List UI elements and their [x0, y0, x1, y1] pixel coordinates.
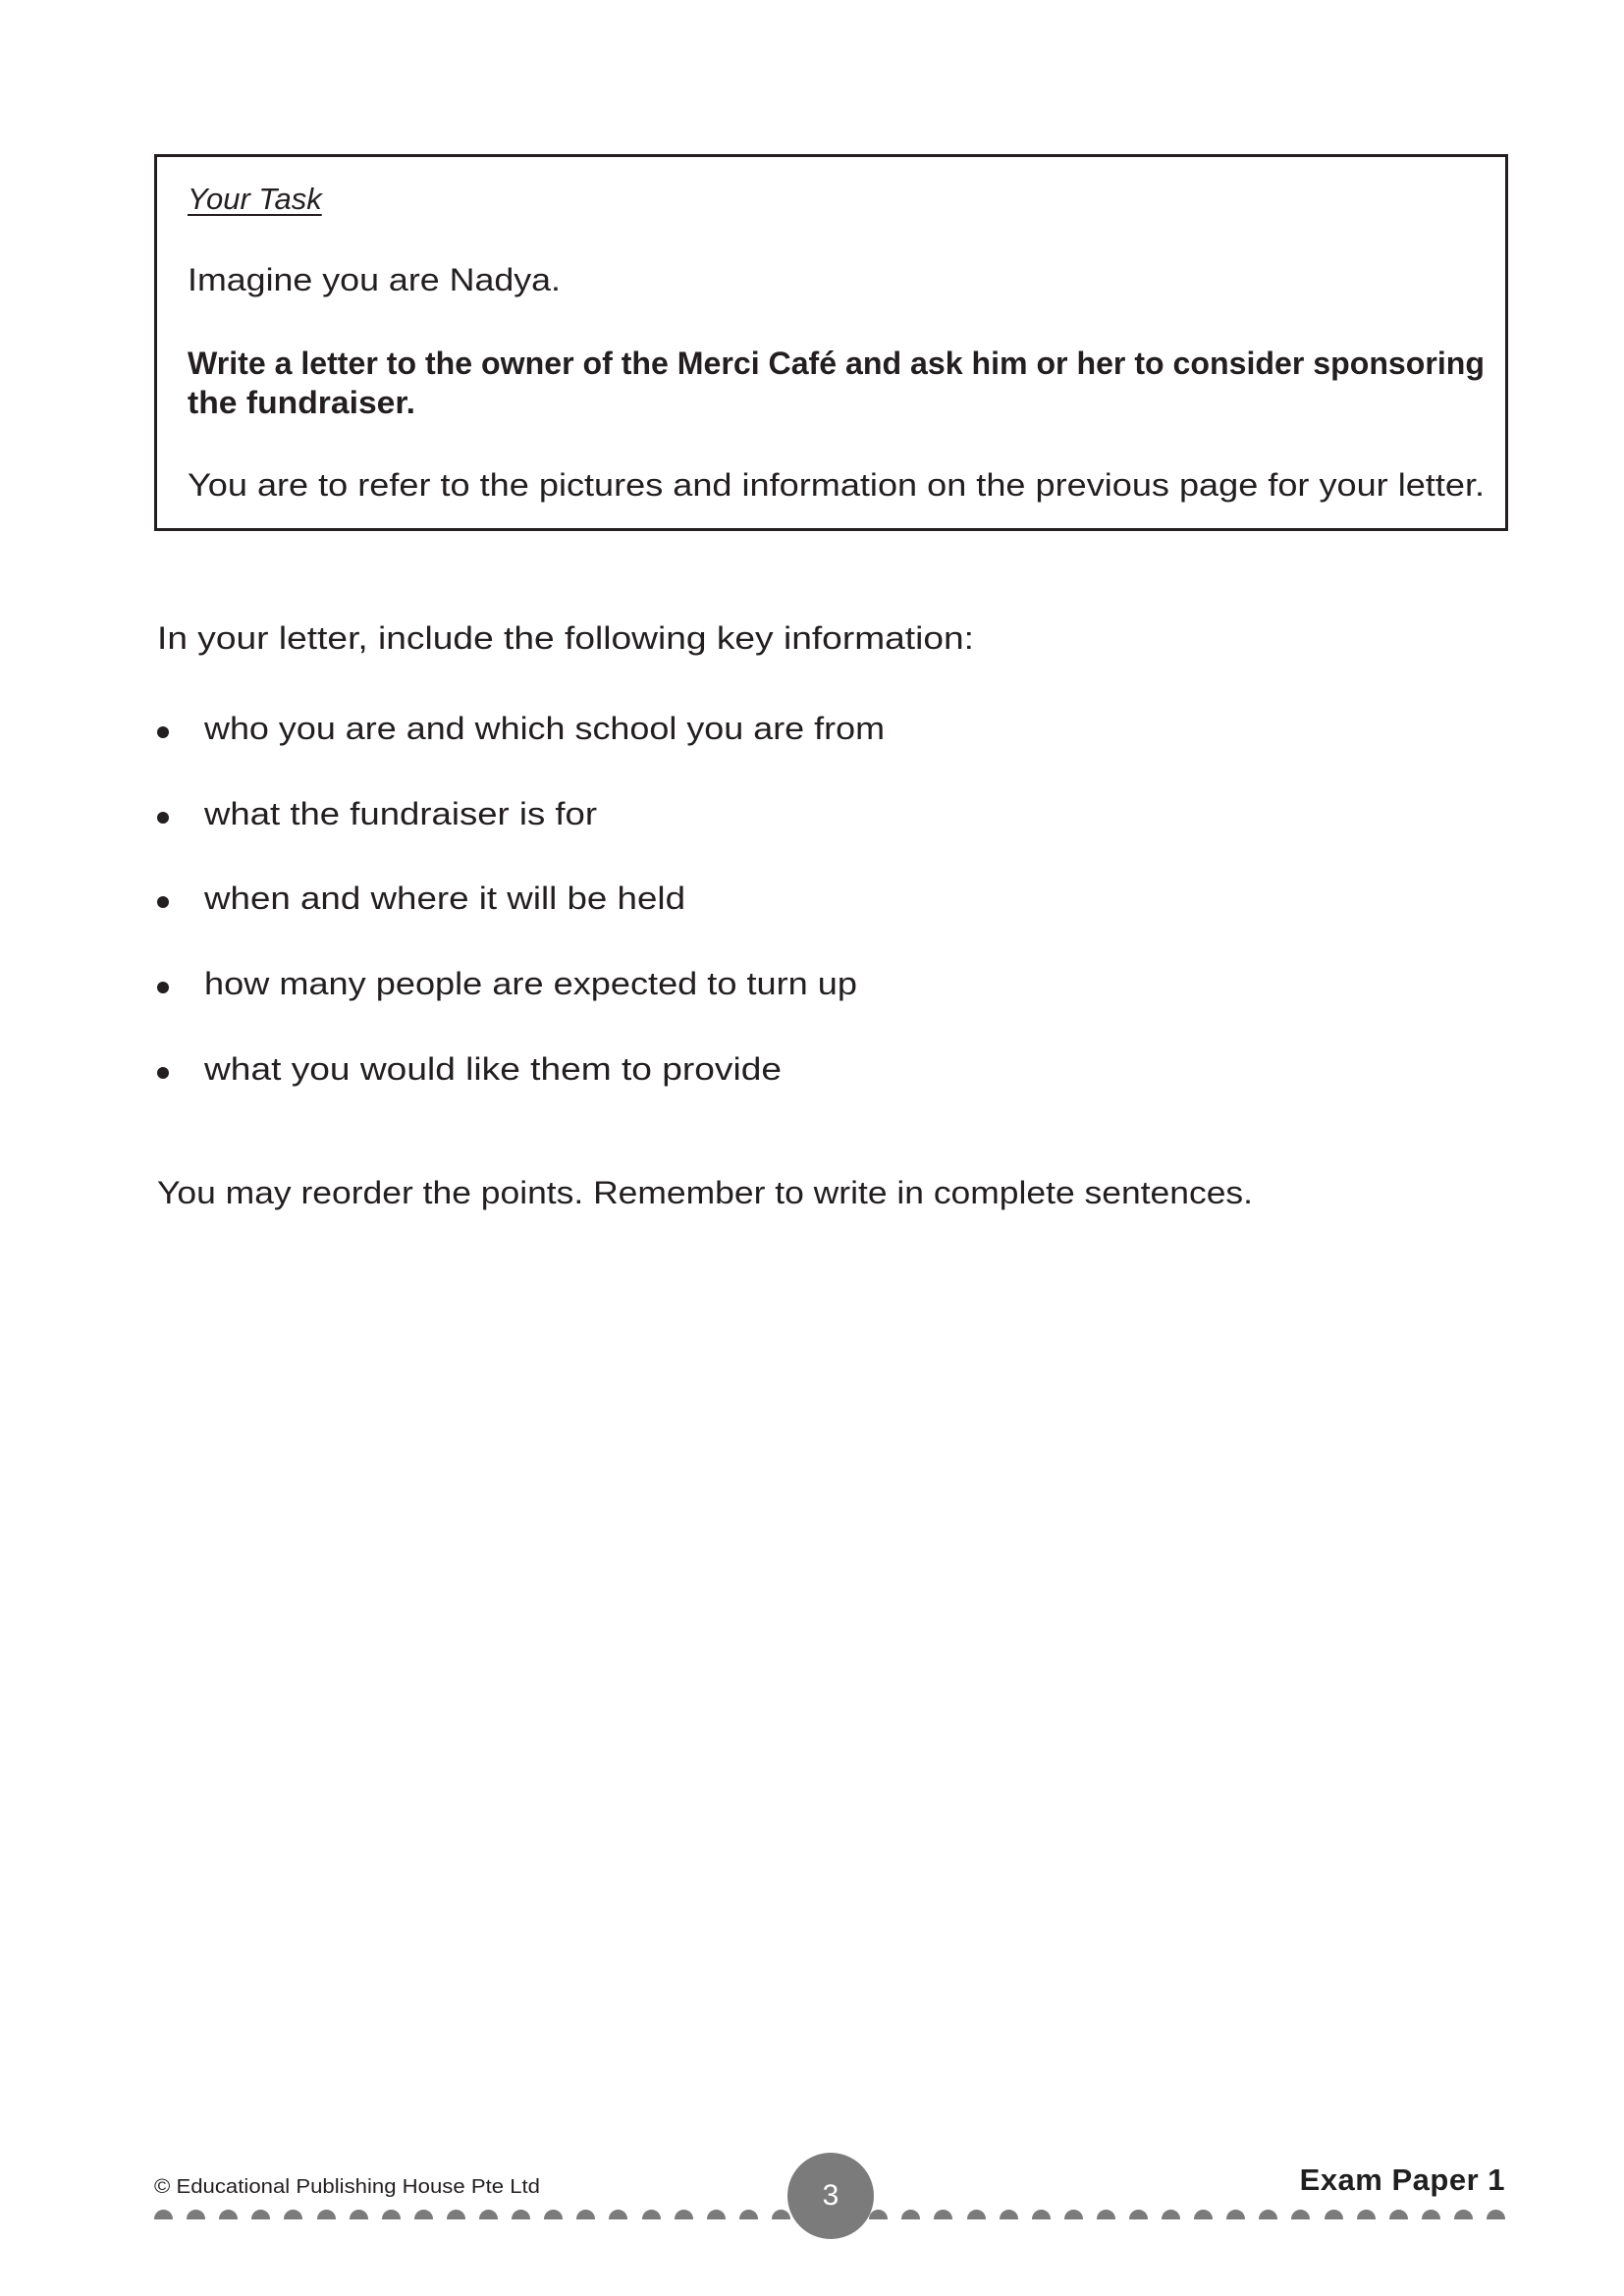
copyright-text: © Educational Publishing House Pte Ltd — [154, 2176, 540, 2198]
footer-dot — [1389, 2210, 1408, 2219]
footer-dot — [609, 2210, 627, 2219]
bullet-icon — [157, 812, 169, 824]
footer-dot — [1129, 2210, 1148, 2219]
list-item-text: how many people are expected to turn up — [204, 966, 858, 1001]
task-intro: Imagine you are Nadya. — [188, 262, 561, 297]
footer-dot — [901, 2210, 920, 2219]
footer-dot — [1032, 2210, 1051, 2219]
footer-dot — [707, 2210, 726, 2219]
closing-note: You may reorder the points. Remember to write in complete sentences. — [157, 1175, 1253, 1210]
list-item-text: what you would like them to provide — [204, 1051, 782, 1087]
footer-dot — [414, 2210, 433, 2219]
key-info-lead: In your letter, include the following key information: — [157, 620, 974, 656]
footer-dot — [479, 2210, 498, 2219]
footer-dot — [1000, 2210, 1018, 2219]
footer-dot — [1454, 2210, 1473, 2219]
footer-dot — [1259, 2210, 1277, 2219]
footer-dot — [154, 2210, 173, 2219]
footer-dot — [1357, 2210, 1376, 2219]
footer-dot — [1422, 2210, 1440, 2219]
footer-dot — [739, 2210, 758, 2219]
footer-dot — [251, 2210, 270, 2219]
bullet-icon — [157, 896, 169, 908]
footer-dot — [544, 2210, 563, 2219]
page-number-badge — [787, 2153, 874, 2239]
page-number: 3 — [822, 2179, 839, 2212]
footer-dot — [772, 2210, 790, 2219]
task-heading: Your Task — [188, 182, 322, 216]
footer-dot — [576, 2210, 595, 2219]
bullet-icon — [157, 726, 169, 738]
footer-dot — [1325, 2210, 1343, 2219]
footer-dot — [1291, 2210, 1310, 2219]
footer-dot — [187, 2210, 205, 2219]
footer-dot — [675, 2210, 693, 2219]
bullet-icon — [157, 982, 169, 993]
footer-dot — [642, 2210, 661, 2219]
footer-dot — [1194, 2210, 1213, 2219]
footer-dot — [1487, 2210, 1505, 2219]
footer-dot — [869, 2210, 888, 2219]
bullet-icon — [157, 1067, 169, 1079]
list-item-text: what the fundraiser is for — [204, 796, 597, 831]
footer-dot — [512, 2210, 530, 2219]
footer-dot — [317, 2210, 336, 2219]
footer-dot — [447, 2210, 465, 2219]
footer-dot — [219, 2210, 238, 2219]
task-instruction-line-1: Write a letter to the owner of the Merci Café and ask him or her to consider sponsoring — [188, 346, 1486, 381]
footer-dot — [1097, 2210, 1115, 2219]
footer-dot — [934, 2210, 952, 2219]
footer-dot — [1064, 2210, 1083, 2219]
exam-paper-title: Exam Paper 1 — [1299, 2163, 1505, 2197]
footer-dot — [1162, 2210, 1180, 2219]
footer-dot — [967, 2210, 986, 2219]
footer-dot — [284, 2210, 302, 2219]
footer-dot — [382, 2210, 401, 2219]
list-item-text: when and where it will be held — [204, 881, 685, 916]
list-item-text: who you are and which school you are from — [204, 711, 885, 746]
task-instruction-line-2: the fundraiser. — [188, 385, 415, 420]
footer-dot — [350, 2210, 368, 2219]
task-reference-note: You are to refer to the pictures and information on the previous page for your letter. — [188, 467, 1485, 503]
footer-dot — [1226, 2210, 1245, 2219]
